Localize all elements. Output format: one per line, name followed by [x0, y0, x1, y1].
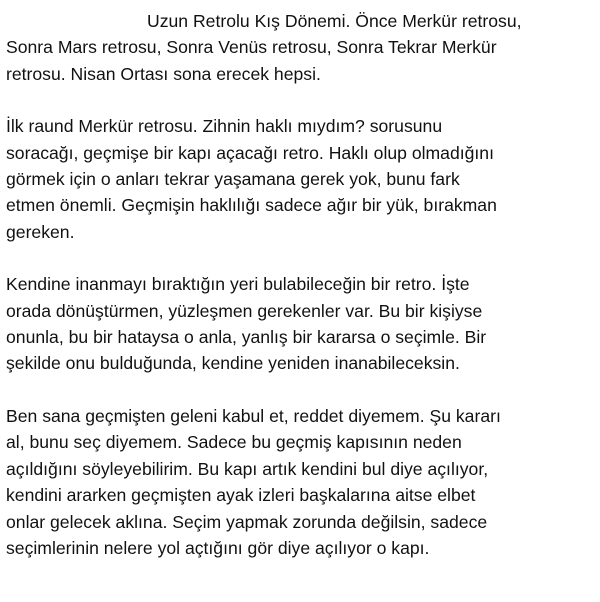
document-body [6, 8, 596, 587]
text-line: İlk raund Merkür retrosu. Zihnin haklı mıydım? sorusunu [6, 116, 443, 137]
paragraph-1 [6, 8, 596, 87]
text-line: Sonra Mars retrosu, Sonra Venüs retrosu, Sonra Tekrar Merkür [6, 37, 497, 58]
text-line: görmek için o anları tekrar yaşamana gerek yok, bunu fark [6, 169, 460, 190]
text-line: açıldığını söyleyebilirim. Bu kapı artık kendini bul diye açılıyor, [6, 458, 489, 479]
text-line: onunla, bu bir hataysa o anla, yanlış bir kararsa o seçimle. Bir [6, 327, 487, 348]
paragraph-3 [6, 271, 596, 377]
text-line: seçimlerinin nelere yol açtığını gör diye açılıyor o kapı. [6, 537, 430, 558]
text-line: Kendine inanmayı bıraktığın yeri bulabileceğin bir retro. İşte [6, 274, 470, 295]
text-line: şekilde onu bulduğunda, kendine yeniden inanabileceksin. [6, 353, 460, 374]
text-line: Ben sana geçmişten geleni kabul et, reddet diyemem. Şu kararı [6, 405, 501, 426]
paragraph-2 [6, 113, 596, 245]
text-line: Uzun Retrolu Kış Dönemi. Önce Merkür retrosu, [147, 11, 522, 31]
text-line: kendini ararken geçmişten ayak izleri başkalarına aitse elbet [6, 485, 476, 506]
text-line: orada dönüştürmen, yüzleşmen gerekenler var. Bu bir kişiyse [6, 300, 483, 321]
text-line: gereken. [6, 221, 75, 242]
paragraph-4 [6, 403, 596, 561]
text-line: retrosu. Nisan Ortası sona erecek hepsi. [6, 63, 321, 84]
text-line: onlar gelecek aklına. Seçim yapmak zorunda değilsin, sadece [6, 511, 488, 532]
text-line: al, bunu seç diyemem. Sadece bu geçmiş kapısının neden [6, 432, 462, 453]
text-line: soracağı, geçmişe bir kapı açacağı retro. Haklı olup olmadığını [6, 142, 494, 163]
text-line: etmen önemli. Geçmişin haklılığı sadece ağır bir yük, bırakman [6, 195, 497, 216]
